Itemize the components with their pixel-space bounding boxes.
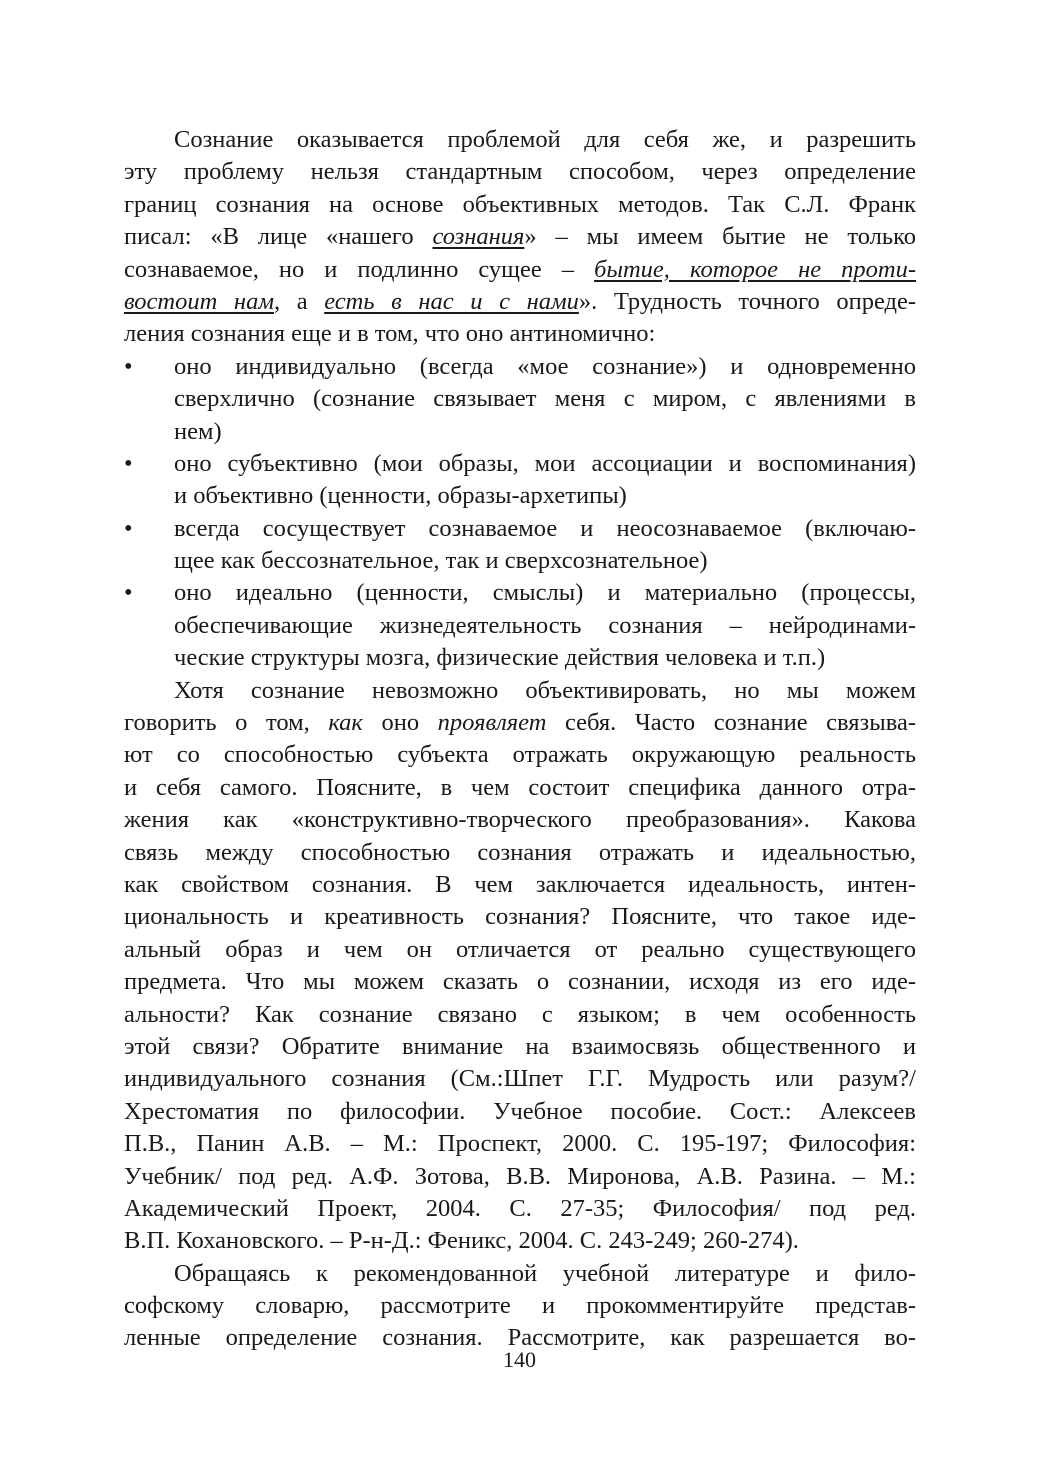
text-line: В.П. Кохановского. – Р-н-Д.: Феникс, 2004. С. 243-249; 260-274). <box>124 1227 799 1255</box>
text-line: границ сознания на основе объективных методов. Так С.Л. Франк <box>124 190 916 218</box>
text-line: щее как бессознательное, так и сверхсознательное) <box>174 547 708 575</box>
text-line: Хрестоматия по философии. Учебное пособие. Сост.: Алексеев <box>124 1097 916 1125</box>
bullet-icon: • <box>124 352 133 380</box>
text-line <box>124 221 916 253</box>
bullet-item <box>124 448 916 513</box>
text-line <box>124 351 916 383</box>
bullet-item <box>124 577 916 674</box>
text-run: оно индивидуально (всегда «мое сознание») и одновременно <box>174 352 916 380</box>
text-line: связь между способностью сознания отражать и идеальностью, <box>124 838 916 866</box>
text-line <box>124 577 916 609</box>
text-line: сверхлично (сознание связывает меня с миром, с явлениями в <box>174 385 916 413</box>
text-run: говорить о том, <box>124 709 329 737</box>
text-line: эту проблему нельзя стандартным способом, через определение <box>124 158 916 186</box>
bullet-icon: • <box>124 514 133 542</box>
text-line: этой связи? Обратите внимание на взаимосвязь общественного и <box>124 1032 916 1060</box>
text-line <box>124 448 916 480</box>
text-line: циональность и креативность сознания? Поясните, что такое иде- <box>124 903 916 931</box>
underlined-italic-quote: востоит нам <box>124 287 274 315</box>
text-line <box>124 707 916 739</box>
text-line: и себя самого. Поясните, в чем состоит специфика данного отра- <box>124 773 916 801</box>
text-run: сознаваемое, но и подлинно сущее – <box>124 255 595 283</box>
page-body <box>124 124 916 1355</box>
underlined-italic-term: сознания <box>432 223 525 251</box>
text-run: » – мы имеем бытие не только <box>524 223 916 251</box>
text-line: ют со способностью субъекта отражать окружающую реальность <box>124 741 916 769</box>
text-line <box>124 513 916 545</box>
text-run: писал: «В лице «нашего <box>124 223 433 251</box>
bullet-icon: • <box>124 579 133 607</box>
text-line: обеспечивающие жизнедеятельность сознания – нейродинами- <box>174 611 916 639</box>
paragraph-3 <box>124 1258 916 1355</box>
text-line: и объективно (ценности, образы-архетипы) <box>174 482 627 510</box>
text-line: ческие структуры мозга, физические действия человека и т.п.) <box>174 644 826 672</box>
bullet-item <box>124 513 916 578</box>
text-line: ления сознания еще и в том, что оно антиномично: <box>124 320 656 348</box>
text-run: оно идеально (ценности, смыслы) и материально (процессы, <box>174 579 916 607</box>
paragraph-2 <box>124 675 916 1258</box>
italic-word: как <box>328 709 363 737</box>
text-line: альности? Как сознание связано с языком; в чем особенность <box>124 1000 916 1028</box>
paragraph-1 <box>124 124 916 351</box>
underlined-italic-quote: бытие, которое не проти- <box>594 255 916 283</box>
text-run: оно субъективно (мои образы, мои ассоциации и воспоминания) <box>174 449 916 477</box>
text-run: оно <box>362 709 438 737</box>
page-number: 140 <box>503 1347 536 1372</box>
text-line: жения как «конструктивно-творческого преобразования». Какова <box>124 806 916 834</box>
text-line: П.В., Панин А.В. – М.: Проспект, 2000. С. 195-197; Философия: <box>124 1130 916 1158</box>
text-line: Академический Проект, 2004. С. 27-35; Философия/ под ред. <box>124 1194 916 1222</box>
italic-word: проявляет <box>437 709 547 737</box>
text-line: предмета. Что мы можем сказать о сознании, исходя из его иде- <box>124 968 916 996</box>
text-line: Обращаясь к рекомендованной учебной литературе и фило- <box>174 1259 916 1287</box>
bullet-icon: • <box>124 449 133 477</box>
bullet-item <box>124 351 916 448</box>
text-line: софскому словарю, рассмотрите и прокомментируйте представ- <box>124 1292 916 1320</box>
text-line: альный образ и чем он отличается от реально существующего <box>124 935 916 963</box>
text-line: Учебник/ под ред. А.Ф. Зотова, В.В. Миронова, А.В. Разина. – М.: <box>124 1162 916 1190</box>
text-run: всегда сосуществует сознаваемое и неосознаваемое (включаю- <box>174 514 916 542</box>
text-line: Хотя сознание невозможно объективировать, но мы можем <box>174 676 916 704</box>
bullet-list <box>124 351 916 675</box>
text-line: Сознание оказывается проблемой для себя же, и разрешить <box>174 126 916 153</box>
underlined-italic-quote: есть в нас и с нами <box>324 287 579 315</box>
text-line: нем) <box>174 417 222 445</box>
text-run: , а <box>273 287 325 315</box>
text-line: как свойством сознания. В чем заключается идеальность, интен- <box>124 870 916 898</box>
text-line <box>124 286 916 318</box>
text-line: индивидуального сознания (См.:Шпет Г.Г. Мудрость или разум?/ <box>124 1065 916 1093</box>
text-run: себя. Часто сознание связыва- <box>546 709 916 737</box>
text-line <box>124 254 916 286</box>
text-run: ». Трудность точного опреде- <box>578 287 916 315</box>
text-line: ленные определение сознания. Рассмотрите, как разрешается во- <box>124 1324 916 1352</box>
